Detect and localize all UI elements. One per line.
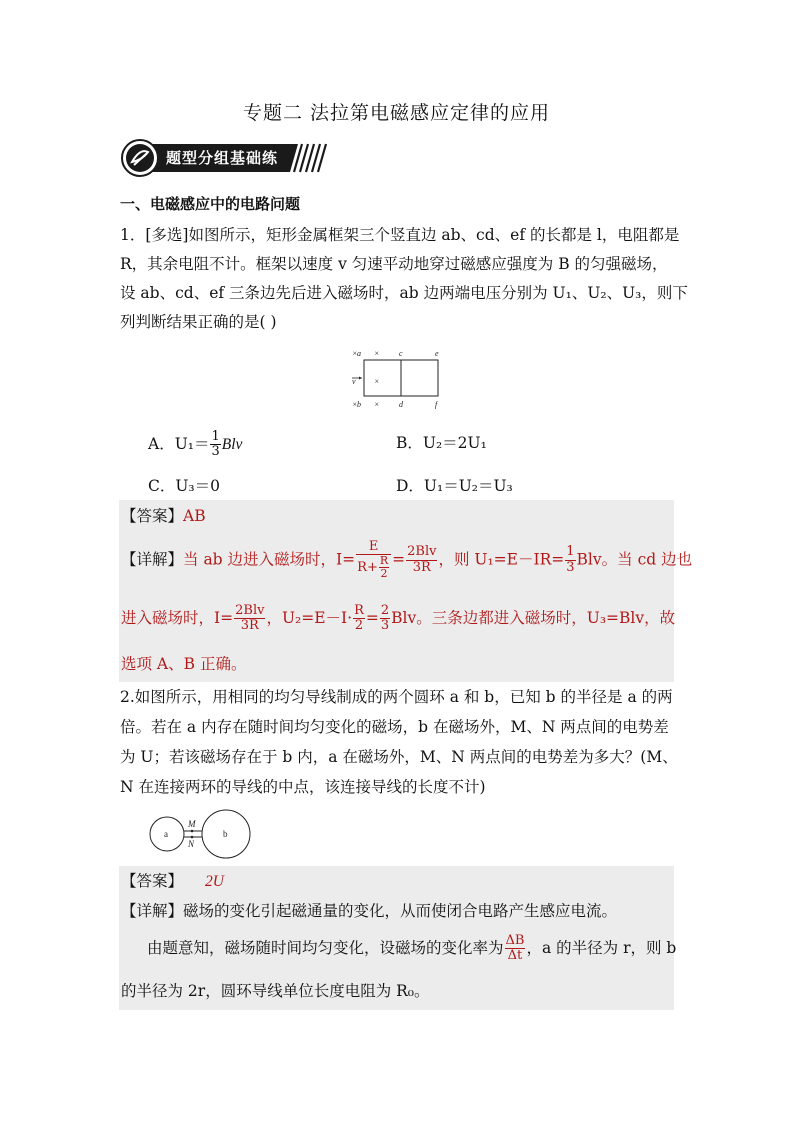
detail-2-line-1: 【详解】磁场的变化引起磁通量的变化，从而使闭合电路产生感应电流。 <box>121 902 618 920</box>
q1-line: 设 ab、cd、ef 三条边先后进入磁场时，ab 边两端电压分别为 U₁、U₂、U₃，则下 <box>120 284 688 302</box>
option-c: C．U₃＝0 <box>148 477 220 495</box>
answer-2-line: 【答案】 2U <box>121 872 224 890</box>
fig1-label-c: c <box>399 349 403 358</box>
fig2-label-b: b <box>223 829 228 839</box>
option-d: D．U₁＝U₂＝U₃ <box>396 477 513 495</box>
fig2-label-a: a <box>164 829 168 839</box>
q1-line: 1．[多选]如图所示，矩形金属框架三个竖直边 ab、cd、ef 的长都是 l，电阻都是 <box>120 226 680 244</box>
fig1-label-e: e <box>435 349 439 358</box>
detail-2-line-2: 由题意知，磁场随时间均匀变化，设磁场的变化率为 $\frac{\Delta B}{\Delta t}$ ，a 的半径为 r，则 b <box>147 933 677 964</box>
detail-1-line-1: 【详解】当 ab 边进入磁场时，I= E R+ $\frac{R}{2}$ = $\frac{\text{2Blv}}{3R}$ ，则 U₁=E－IR= $\frac{1}{3}$ Blv。当 cd 边也 <box>121 539 693 581</box>
detail-1-line-2: 进入磁场时，I= $\frac{\text{2Blv}}{3R}$ ，U₂=E－I· $\frac{R}{2}$ = $\frac{2}{3}$ Blv。三条边都进入磁场时，U₃=Blv，故 <box>121 603 676 634</box>
banner-label: 题型分组基础练 <box>166 149 279 167</box>
question-1 <box>120 221 688 341</box>
q1-line: 列判断结果正确的是( ) <box>120 313 277 331</box>
option-a: A．U₁＝ $\frac{1}{3}$ Blv <box>148 429 243 460</box>
fig1-label-a: a <box>357 349 361 358</box>
q2-line: N 在连接两环的导线的中点，该连接导线的长度不计) <box>120 778 486 796</box>
option-b: B．U₂＝2U₁ <box>396 434 487 452</box>
fig1-label-b: b <box>357 400 361 409</box>
svg-text:×: × <box>374 349 380 358</box>
detail-1-line-3: 选项 A、B 正确。 <box>121 655 247 673</box>
q1-line: R，其余电阻不计。框架以速度 v 匀速平动地穿过磁感应强度为 B 的匀强磁场， <box>120 255 668 273</box>
answer-1-line: 【答案】AB <box>121 507 206 525</box>
q2-line: 为 U；若该磁场存在于 b 内，a 在磁场外，M、N 两点间的电势差为多大？(M、 <box>120 748 678 766</box>
section-heading: 一、电磁感应中的电路问题 <box>120 195 301 213</box>
figure-frame-in-field <box>348 346 448 412</box>
answer-2-box <box>119 866 677 1010</box>
fig1-label-v: v <box>352 377 356 386</box>
answer-1-box <box>119 500 693 682</box>
section-banner <box>120 138 332 178</box>
q2-line: 2.如图所示，用相同的均匀导线制成的两个圆环 a 和 b，已知 b 的半径是 a 的两 <box>120 688 673 706</box>
svg-text:×: × <box>374 377 380 386</box>
figure-two-rings <box>146 805 254 863</box>
question-2 <box>120 683 676 803</box>
svg-text:×: × <box>352 400 358 409</box>
fig2-label-n: N <box>188 839 195 849</box>
detail-2-line-3: 的半径为 2r，圆环导线单位长度电阻为 R₀。 <box>121 982 430 1000</box>
fig2-label-m: M <box>188 819 196 829</box>
svg-text:×: × <box>374 400 380 409</box>
fig1-label-d: d <box>399 400 403 409</box>
svg-text:×: × <box>352 349 358 358</box>
fig1-label-f: f <box>435 400 438 409</box>
page-title: 专题二 法拉第电磁感应定律的应用 <box>242 102 551 124</box>
q2-line: 倍。若在 a 内存在随时间均匀变化的磁场，b 在磁场外，M、N 两点间的电势差 <box>120 718 669 736</box>
